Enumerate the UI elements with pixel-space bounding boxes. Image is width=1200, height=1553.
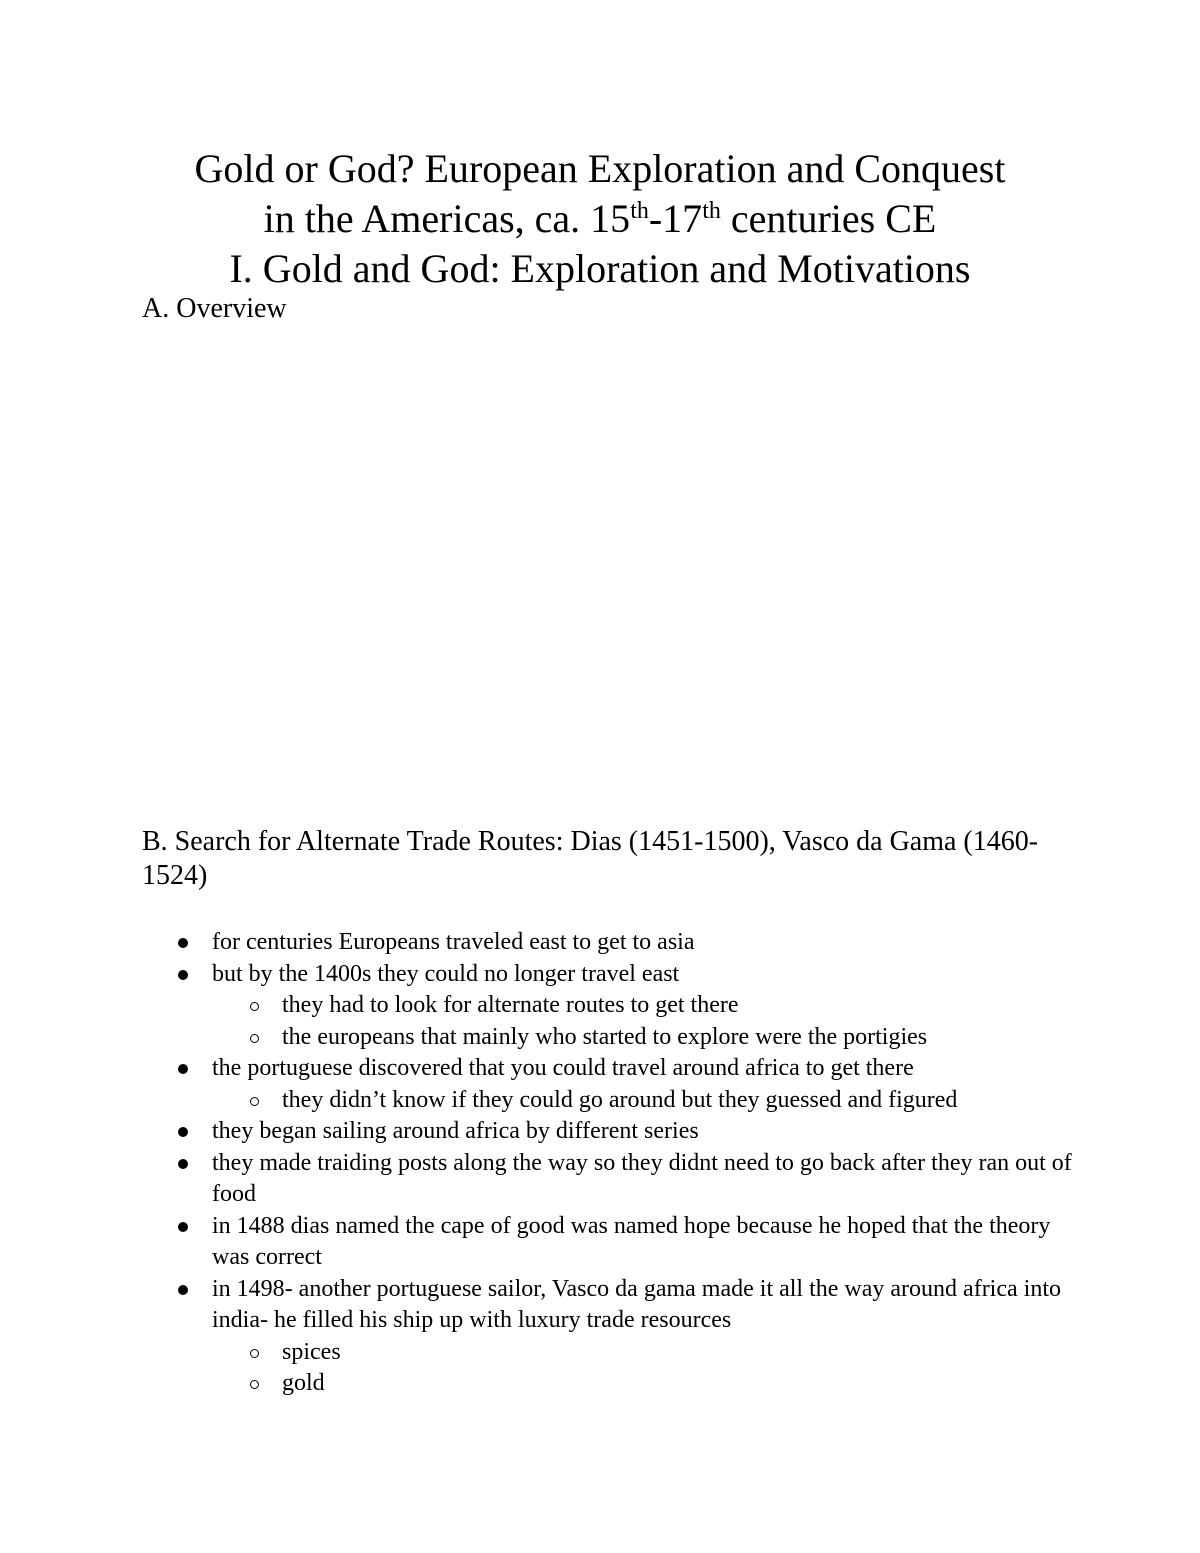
- note-text: for centuries Europeans traveled east to get to asia: [212, 929, 695, 955]
- title-superscript: th: [630, 198, 649, 224]
- hollow-bullet-icon: [250, 1034, 259, 1043]
- list-item: [0, 1116, 1072, 1148]
- list-item: [0, 1337, 1082, 1369]
- hollow-bullet-icon: [250, 1349, 259, 1358]
- note-text: they didn’t know if they could go around but they guessed and figured: [282, 1086, 958, 1113]
- bullet-icon: [178, 1127, 188, 1137]
- notes-list: [0, 927, 1200, 1400]
- note-text: they began sailing around africa by different series: [212, 1118, 699, 1144]
- document-title-line-1: Gold or God? European Exploration and Conquest: [194, 146, 1006, 191]
- note-text: they made traiding posts along the way so they didnt need to go back after they ran out of food: [212, 1149, 1072, 1207]
- note-text: but by the 1400s they could no longer travel east: [212, 960, 680, 987]
- list-item: [0, 1085, 1082, 1117]
- document-title-line-2: [0, 194, 1200, 244]
- list-item: [0, 1053, 1072, 1085]
- bullet-icon: [178, 1222, 188, 1232]
- note-text: in 1498- another portuguese sailor, Vasco da gama made it all the way around africa into india- he filled his ship up with luxury trade resources: [212, 1275, 1061, 1333]
- list-item: [0, 1211, 1072, 1274]
- title-superscript: th: [702, 198, 721, 224]
- title-text: -17: [648, 196, 703, 241]
- hollow-bullet-icon: [250, 1097, 259, 1106]
- note-text: the portuguese discovered that you could travel around africa to get there: [212, 1055, 914, 1081]
- bullet-icon: [178, 1285, 188, 1295]
- note-text: spices: [282, 1338, 341, 1365]
- list-item: [0, 1022, 1082, 1054]
- bullet-icon: [178, 1064, 188, 1074]
- note-text: they had to look for alternate routes to get there: [282, 992, 739, 1018]
- list-item: [0, 990, 1082, 1022]
- note-text: gold: [282, 1370, 325, 1396]
- bullet-icon: [178, 1159, 188, 1169]
- list-item: [0, 959, 1072, 991]
- title-text: in the Americas, ca. 15: [263, 196, 631, 241]
- list-item: [0, 1368, 1082, 1400]
- hollow-bullet-icon: [250, 1002, 259, 1011]
- note-text: the europeans that mainly who started to explore were the portigies: [282, 1023, 928, 1050]
- subheading-overview: A. Overview: [142, 293, 287, 324]
- list-item: [0, 1148, 1072, 1211]
- note-text: in 1488 dias named the cape of good was named hope because he hoped that the theory was correct: [212, 1212, 1051, 1270]
- title-text: centuries CE: [720, 196, 937, 241]
- section-heading-I: I. Gold and God: Exploration and Motivations: [229, 246, 971, 291]
- list-item: [0, 1274, 1072, 1337]
- bullet-icon: [178, 938, 188, 948]
- subheading-trade-routes: B. Search for Alternate Trade Routes: Dias (1451-1500), Vasco da Gama (1460-1524): [142, 826, 1039, 891]
- list-item: [0, 927, 1072, 959]
- bullet-icon: [178, 970, 188, 980]
- hollow-bullet-icon: [250, 1380, 259, 1389]
